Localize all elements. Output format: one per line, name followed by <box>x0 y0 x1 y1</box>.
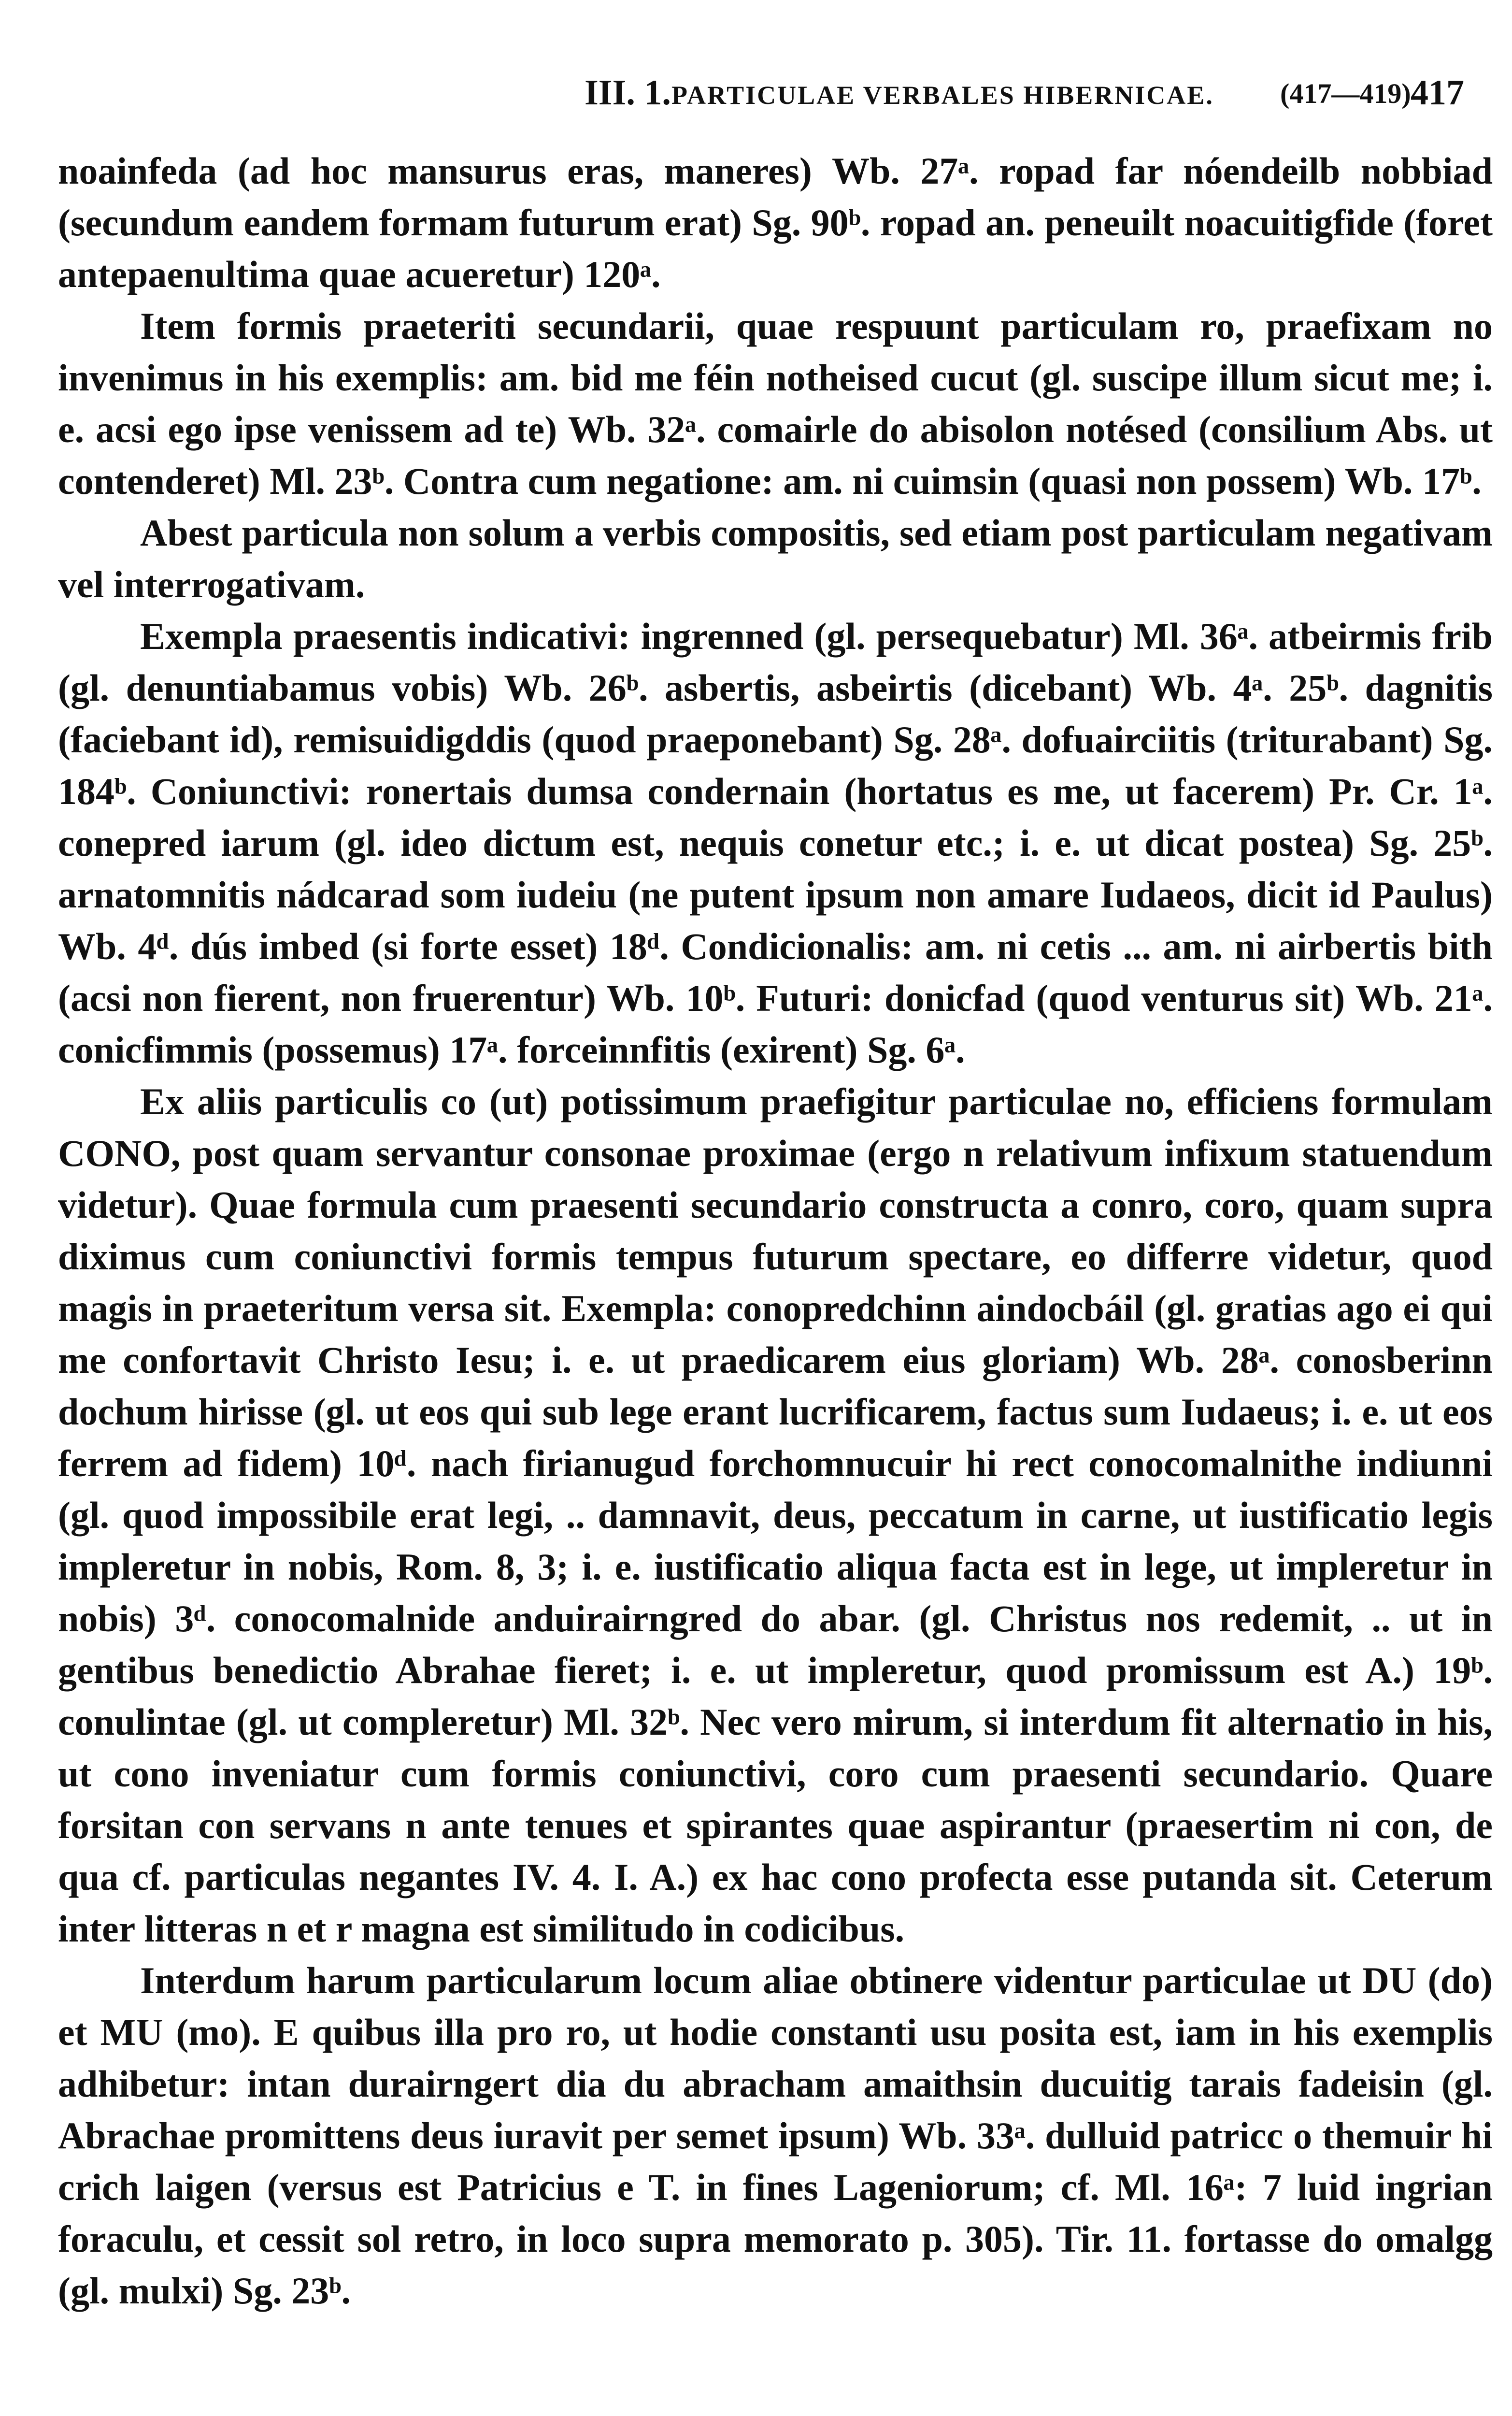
section-range: (417—419) <box>1280 78 1411 109</box>
paragraph-4: Exempla praesentis indicativi: ingrenned (gl. persequebatur) Ml. 36ᵃ. atbeirmis frib (gl. denuntiabamus vobis) Wb. 26ᵇ. asbertis, asbeirtis (dicebant) Wb. 4ᵃ. 25ᵇ. dagnitis (faciebant id), remisuidigddis (quod praeponebant) Sg. 28ᵃ. dofuairciitis (triturabant) Sg. 184ᵇ. Coniunctivi: ronertais dumsa condernain (hortatus es me, ut facerem) Pr. Cr. 1ᵃ. conepred iarum (gl. ideo dictum est, nequis conetur etc.; i. e. ut dicat postea) Sg. 25ᵇ. arnatomnitis nádcarad som iudeiu (ne putent ipsum non amare Iudaeos, dicit id Paulus) Wb. 4ᵈ. dús imbed (si forte esset) 18ᵈ. Condicionalis: am. ni cetis ... am. ni airbertis bith (acsi non fierent, non fruerentur) Wb. 10ᵇ. Futuri: donicfad (quod venturus sit) Wb. 21ᵃ. conicfimmis (possemus) 17ᵃ. forceinnfitis (exirent) Sg. 6ᵃ. <box>58 615 1493 1071</box>
paragraph-6: Interdum harum particularum locum aliae obtinere videntur particulae ut DU (do) et MU (mo). E quibus illa pro ro, ut hodie constanti usu posita est, iam in his exemplis adhibetur: intan durairngert dia du abracham amaithsin ducuitig tarais fadeisin (gl. Abrachae promittens deus iuravit per semet ipsum) Wb. 33ᵃ. dulluid patricc o themuir hi crich laigen (versus est Patricius e T. in fines Lageniorum; cf. Ml. 16ᵃ: 7 luid ingrian foraculu, et cessit sol retro, in loco supra memorato p. 305). Tir. 11. fortasse do omalgg (gl. mulxi) Sg. 23ᵇ. <box>58 1959 1493 2312</box>
header-title: PARTICULAE VERBALES HIBERNICAE. <box>671 81 1214 110</box>
paragraph-3: Abest particula non solum a verbis compositis, sed etiam post particulam negativam vel interrogativam. <box>58 512 1493 605</box>
paragraph-1: noainfeda (ad hoc mansurus eras, maneres) Wb. 27ᵃ. ropad far nóendeilb nobbiad (secundum eandem formam futurum erat) Sg. 90ᵇ. ropad an. peneuilt noacuitigfide (foret antepaenultima quae acueretur) 120ᵃ. <box>58 150 1493 295</box>
running-header <box>0 72 1512 130</box>
paragraph-2: Item formis praeteriti secundarii, quae respuunt particulam ro, praefixam no invenimus in his exemplis: am. bid me féin notheised cucut (gl. suscipe illum sicut me; i. e. acsi ego ipse venissem ad te) Wb. 32ᵃ. comairle do abisolon notésed (consilium Abs. ut contenderet) Ml. 23ᵇ. Contra cum negatione: am. ni cuimsin (quasi non possem) Wb. 17ᵇ. <box>58 305 1493 502</box>
paragraph-5: Ex aliis particulis co (ut) potissimum praefigitur particulae no, efficiens formulam CONO, post quam servantur consonae proximae (ergo n relativum infixum statuendum videtur). Quae formula cum praesenti secundario constructa a conro, coro, quam supra diximus cum coniunctivi formis tempus futurum spectare, eo differre videtur, quod magis in praeteritum versa sit. Exempla: conopredchinn aindocbáil (gl. gratias ago ei qui me confortavit Christo Iesu; i. e. ut praedicarem eius gloriam) Wb. 28ᵃ. conosberinn dochum hirisse (gl. ut eos qui sub lege erant lucrificarem, factus sum Iudaeus; i. e. ut eos ferrem ad fidem) 10ᵈ. nach firianugud forchomnucuir hi rect conocomalnithe indiunni (gl. quod impossibile erat legi, .. damnavit, deus, peccatum in carne, ut iustificatio legis impleretur in nobis, Rom. 8, 3; i. e. iustificatio aliqua facta est in lege, ut impleretur in nobis) 3ᵈ. conocomalnide anduirairngred do abar. (gl. Christus nos redemit, .. ut in gentibus benedictio Abrahae fieret; i. e. ut impleretur, quod promissum est A.) 19ᵇ. conulintae (gl. ut compleretur) Ml. 32ᵇ. Nec vero mirum, si interdum fit alternatio in his, ut cono inveniatur cum formis coniunctivi, coro cum praesenti secundario. Quare forsitan con servans n ante tenues et spirantes quae aspirantur (praesertim ni con, de qua cf. particulas negantes IV. 4. I. A.) ex hac cono profecta esse putanda sit. Ceterum inter litteras n et r magna est similitudo in codicibus. <box>58 1080 1493 1950</box>
body-text <box>58 145 1493 2316</box>
section-number: III. 1. <box>585 73 671 113</box>
page-number: 417 <box>1411 73 1464 113</box>
